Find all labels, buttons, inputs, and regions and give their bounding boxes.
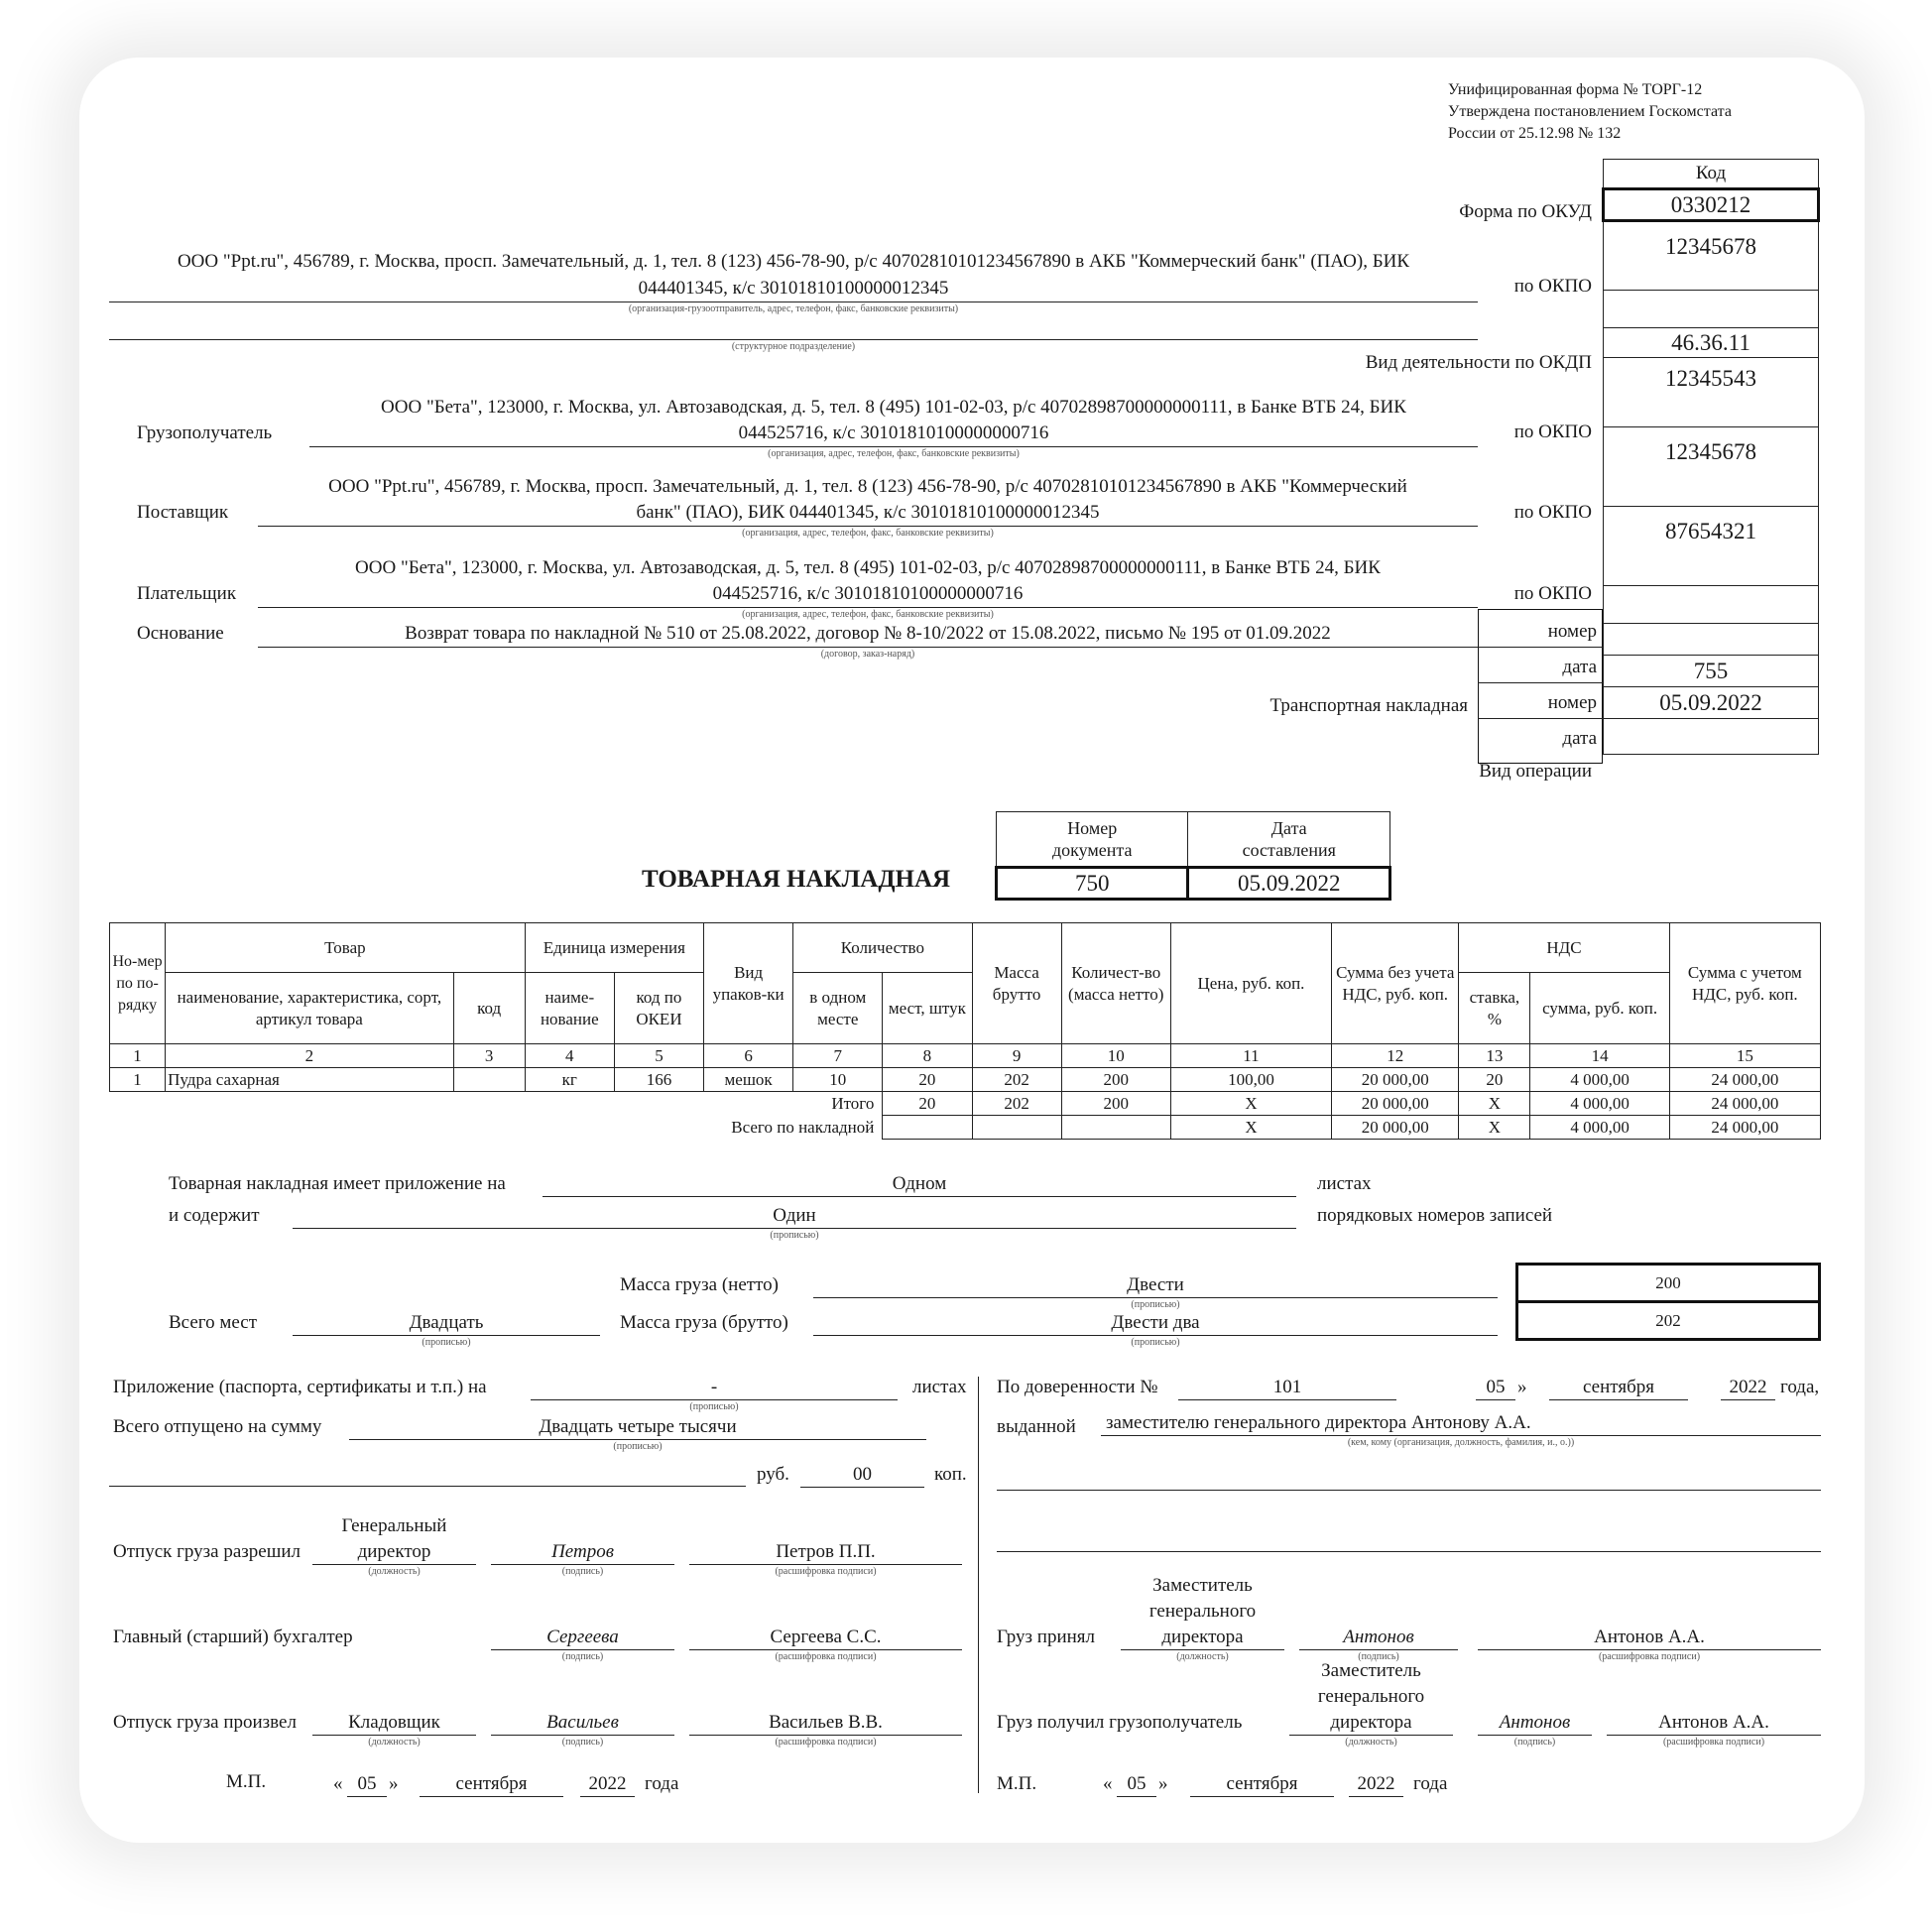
proxy-label: По доверенности № [997,1377,1158,1397]
basis-date-label: дата [1562,657,1597,677]
product-name: Пудра сахарная [166,1068,454,1092]
received-position: директора [1330,1712,1412,1733]
allowed-position: директор [357,1541,431,1562]
doc-number-label: Номер документа [997,812,1188,868]
payer-caption: (организация, адрес, телефон, факс, банковские реквизиты) [742,609,994,620]
net-mass-words: Двести [1127,1274,1184,1295]
appendix-sheets-label: листах [1317,1173,1372,1194]
gross-mass-label: Масса груза (брутто) [620,1312,788,1333]
okpo-shipper: 12345678 [1604,221,1819,291]
produced-name: Васильев В.В. [769,1712,883,1733]
transport-label: Транспортная накладная [1269,695,1468,716]
th-vat-rate: ставка, % [1459,973,1530,1044]
issued-to: заместителю генерального директора Антонову А.А. [1106,1412,1531,1433]
document-number-table [995,811,1391,901]
places-label: Всего мест [169,1312,258,1333]
proxy-day: 05 [1486,1377,1506,1397]
proxy-year: 2022 [1729,1377,1767,1397]
th-num: Но-мер по по-рядку [110,923,166,1044]
records-value: Один [773,1205,816,1226]
payer-label: Плательщик [137,583,237,604]
th-qty-places: мест, штук [883,973,972,1044]
th-price: Цена, руб. коп. [1170,923,1331,1044]
th-pack: Вид упаков-ки [704,923,793,1044]
right-month: сентября [1226,1773,1298,1794]
okpo-payer: 87654321 [1604,507,1819,586]
gross-mass-value: 202 [1517,1302,1820,1340]
consignee-line1: ООО "Бета", 123000, г. Москва, ул. Автозаводская, д. 5, тел. 8 (495) 101-02-03, р/с 40702898700000000111, в Банке ВТБ 24, БИК [381,397,1406,418]
allowed-label: Отпуск груза разрешил [113,1541,301,1562]
places-words: Двадцать [409,1312,484,1333]
shipper-caption: (организация-грузоотправитель, адрес, телефон, факс, банковские реквизиты) [628,303,959,314]
released-label: Всего отпущено на сумму [113,1416,322,1437]
okpo-label-supplier: по ОКПО [1513,502,1592,523]
okdp-code: 46.36.11 [1604,328,1819,358]
shipper-line2: 044401345, к/с 30101810100000012345 [638,278,949,299]
document-card: Унифицированная форма № ТОРГ-12 Утверждена постановлением Госкомстата России от 25.12.98 № 132 Код 0330212 12345678 46.36.11 12345543 12345678 87654321 755 05.09.2022 номер дата номер дата Форма по ОКУД по ОКПО Вид деятельности по ОКДП по ОКПО по ОКПО по ОКПО Транспортная накладная Вид операции ООО "Ppt.ru", 456789, г. Москва, просп. Замечательный, д. 1, тел. 8 (123) 456-78-90, р/с 40702810101234567890 в АКБ "Коммерческий банк" (ПАО), БИК 044401345, к/с 30101810100000012345 (организация-грузоотправитель, адрес, телефон, факс, банковские реквизиты) (структурное подразделение) Грузополучатель ООО "Бета", 123000, г. Москва, ул. Автозаводская, д. 5, тел. 8 (495) 101-02-03, р/с 40702898700000000111, в Банке ВТБ 24, БИК 044525716, к/с 30101810100000000716 (организация, адрес, телефон, факс, банковские реквизиты) Поставщик ООО "Ppt.ru", 456789, г. Москва, просп. Замечательный, д. 1, тел. 8 (123) 456-78-90, р/с 40702810101234567890 в АКБ "Коммерческий банк" (ПАО), БИК 044401345, к/с 30101810100000012345 (организация, адрес, телефон, факс, банковские реквизиты) Плательщик ООО "Бета", 123000, г. Москва, ул. Автозаводская, д. 5, тел. 8 (495) 101-02-03, р/с 40702898700000000111, в Банке ВТБ 24, БИК 044525716, к/с 30101810100000000716 (организация, адрес, телефон, факс, банковские реквизиты) Основание Возврат товара по накладной № 510 от 25.08.2022, договор № 8-10/2022 от 15.08.2022, письмо № 195 от 01.09.2022 (договор, заказ-наряд) ТОВАРНАЯ НАКЛАДНАЯ Номер документа Дата составления 750 05.09.2022 Но-мер по по-рядку Товар Единица измерения Вид упаков-ки Количество Масса брутто Количест-во (масса нетто) Цена, руб. коп. Сумма без учета НДС, руб. коп. НДС Сумма с учетом НДС, руб. коп. наименование, характеристика, сорт, артикул товара код наиме-нование код по ОКЕИ в одном месте мест, штук ставка, % сумма, руб. коп. 1 2 3 4 5 6 7 8 9 10 11 12 13 14 15 1 Пудра сахарная кг 166 мешок 10 20 202 200 100,00 20 000,00 20 4 000,00 24 000,00 Итого 20 202 200 X 20 000,00 X 4 000,00 24 000,00 Всего по накладной X 20 000,00 X 4 000,00 24 000,00 Товарная накладная имеет приложение на Одном листах и содержит Один (прописью) порядковых номеров записей Масса груза (нетто) Двести (прописью) Всего мест Двадцать (прописью) Масса груза (брутто) Двести два (прописью) 200 202 Приложение (паспорта, сертификаты и т.п.) на - (прописью) листах Всего отпущено на сумму Двадцать четыре тысячи (прописью) руб. 00 коп. Отпуск груза разрешил Генеральный директор (должность) Петров (подпись) Петров П.П. (расшифровка подписи) Главный (старший) бухгалтер Сергеева (подпись) Сергеева С.С. (расшифровка подписи) Отпуск груза произвел Кладовщик (должность) Васильев (подпись) Васильев В.В. (расшифровка подписи) М.П. « 05 » сентября 2022 года По доверенности № 101 05 » сентября 2022 года, выданной заместителю генерального директора Антонову А.А. (кем, кому (организация, должность, фамилия, и., о.)) Груз принял Заместитель генерального директора (должность) Антонов (подпись) Антонов А.А. (расшифровка подписи) Груз получил грузополучатель Заместитель генерального директора (должность) Антонов (подпись) Антонов А.А. (расшифровка подписи) М.П. « 05 » сентября 2022 года [79,58,1865,1843]
allowed-signature: Петров [551,1541,614,1562]
net-mass-label: Масса груза (нетто) [620,1274,779,1295]
left-month: сентября [455,1773,528,1794]
basis-caption: (договор, заказ-наряд) [820,649,915,660]
okdp-label: Вид деятельности по ОКДП [1365,352,1592,373]
kop-label: коп. [934,1464,967,1485]
gross-mass-words: Двести два [1111,1312,1200,1333]
supplier-caption: (организация, адрес, телефон, факс, банковские реквизиты) [742,528,994,539]
okpo-supplier: 12345678 [1604,427,1819,507]
th-vat-sum: сумма, руб. коп. [1530,973,1669,1044]
goods-table [109,922,1821,1140]
okpo-label-consignee: по ОКПО [1513,422,1592,442]
vsego-row: Всего по накладной X 20 000,00 X 4 000,00 24 000,00 [110,1116,1821,1140]
received-name: Антонов А.А. [1658,1712,1769,1733]
right-day: 05 [1127,1773,1147,1794]
received-label: Груз получил грузополучатель [997,1712,1243,1733]
net-mass-value: 200 [1517,1265,1820,1302]
document-title: ТОВАРНАЯ НАКЛАДНАЯ [642,866,951,893]
transport-number: 755 [1604,656,1819,687]
th-goods: Товар [166,923,526,973]
th-qty: Количество [793,923,972,973]
kop-value: 00 [853,1464,872,1485]
shipper-line1: ООО "Ppt.ru", 456789, г. Москва, просп. Замечательный, д. 1, тел. 8 (123) 456-78-90, р/с 40702810101234567890 в АКБ "Коммерческий банк" (ПАО), БИК [177,251,1410,272]
left-year: 2022 [588,1773,627,1794]
payer-line1: ООО "Бета", 123000, г. Москва, ул. Автозаводская, д. 5, тел. 8 (495) 101-02-03, р/с 40702898700000000111, в Банке ВТБ 24, БИК [355,557,1381,578]
th-unit-name: наиме-нование [525,973,614,1044]
left-day: 05 [357,1773,377,1794]
proxy-number: 101 [1272,1377,1302,1397]
th-sum-novat: Сумма без учета НДС, руб. коп. [1332,923,1459,1044]
section-divider [978,1377,979,1793]
mass-box [1515,1263,1821,1341]
produced-position: Кладовщик [348,1712,440,1733]
th-goods-code: код [453,973,525,1044]
okpo-consignee: 12345543 [1604,358,1819,427]
produced-signature: Васильев [546,1712,619,1733]
okpo-label-shipper: по ОКПО [1513,276,1592,297]
supplier-line1: ООО "Ppt.ru", 456789, г. Москва, просп. Замечательный, д. 1, тел. 8 (123) 456-78-90, р/с 40702810101234567890 в АКБ "Коммерческий [328,476,1407,497]
accepted-label: Груз принял [997,1627,1096,1647]
payer-line2: 044525716, к/с 30101810100000000716 [712,583,1024,604]
itogo-row: Итого 20 202 200 X 20 000,00 X 4 000,00 24 000,00 [110,1092,1821,1116]
doc-date: 05.09.2022 [1188,868,1390,900]
accountant-name: Сергеева С.С. [770,1627,882,1647]
mp-left: М.П. [226,1771,267,1792]
basis-label: Основание [137,623,224,644]
th-sum-vat: Сумма с учетом НДС, руб. коп. [1669,923,1820,1044]
received-signature: Антонов [1499,1712,1571,1733]
okud-code: 0330212 [1604,189,1819,221]
okud-label: Форма по ОКУД [1459,201,1592,222]
transport-number-label: номер [1547,692,1597,713]
appendix-label: Товарная накладная имеет приложение на [169,1173,506,1194]
doc-number: 750 [997,868,1188,900]
th-net: Количест-во (масса нетто) [1061,923,1170,1044]
codes-header: Код [1604,160,1819,189]
division-caption: (структурное подразделение) [731,341,856,352]
th-qty-one: в одном месте [793,973,883,1044]
released-value: Двадцать четыре тысячи [539,1416,737,1437]
produced-label: Отпуск груза произвел [113,1712,297,1733]
codes-table [1602,159,1820,755]
rub-label: руб. [757,1464,789,1485]
attach-label: Приложение (паспорта, сертификаты и т.п.) на [113,1377,487,1397]
basis-text: Возврат товара по накладной № 510 от 25.08.2022, договор № 8-10/2022 от 15.08.2022, письмо № 195 от 01.09.2022 [405,623,1331,644]
supplier-label: Поставщик [137,502,229,523]
th-unit-okei: код по ОКЕИ [614,973,703,1044]
okpo-label-payer: по ОКПО [1513,583,1592,604]
consignee-label: Грузополучатель [137,422,273,443]
table-row: 1 Пудра сахарная кг 166 мешок 10 20 202 200 100,00 20 000,00 20 4 000,00 24 000,00 [110,1068,1821,1092]
th-goods-name: наименование, характеристика, сорт, артикул товара [166,973,454,1044]
allowed-name: Петров П.П. [776,1541,876,1562]
itogo-label: Итого [831,1093,875,1113]
accepted-position: директора [1161,1627,1244,1647]
right-year: 2022 [1357,1773,1395,1794]
consignee-line2: 044525716, к/с 30101810100000000716 [738,422,1049,443]
supplier-line2: банк" (ПАО), БИК 044401345, к/с 30101810100000012345 [636,502,1100,523]
doc-date-label: Дата составления [1188,812,1390,868]
consignee-caption: (организация, адрес, телефон, факс, банковские реквизиты) [768,448,1020,459]
records-label: порядковых номеров записей [1317,1205,1553,1226]
contains-label: и содержит [169,1205,260,1226]
operation-type-label: Вид операции [1479,761,1592,782]
th-vat: НДС [1459,923,1669,973]
issued-label: выданной [997,1416,1076,1437]
accepted-signature: Антонов [1343,1627,1414,1647]
accountant-label: Главный (старший) бухгалтер [113,1627,353,1647]
th-unit: Единица измерения [525,923,703,973]
appendix-sheets: Одном [892,1173,947,1194]
accepted-name: Антонов А.А. [1594,1627,1705,1647]
basis-number-label: номер [1547,621,1597,642]
transport-date: 05.09.2022 [1604,687,1819,719]
accountant-signature: Сергеева [546,1627,619,1647]
mp-right: М.П. [997,1773,1037,1794]
form-header: Унифицированная форма № ТОРГ-12 Утверждена постановлением Госкомстата России от 25.12.98 № 132 [1448,81,1732,142]
attach-value: - [710,1377,718,1397]
column-numbers-row: 1 2 3 4 5 6 7 8 9 10 11 12 13 14 15 [110,1044,1821,1068]
proxy-month: сентября [1583,1377,1654,1397]
th-gross: Масса брутто [972,923,1061,1044]
vsego-label: Всего по накладной [731,1117,875,1137]
attach-sheets: листах [912,1377,967,1397]
transport-date-label: дата [1562,728,1597,749]
